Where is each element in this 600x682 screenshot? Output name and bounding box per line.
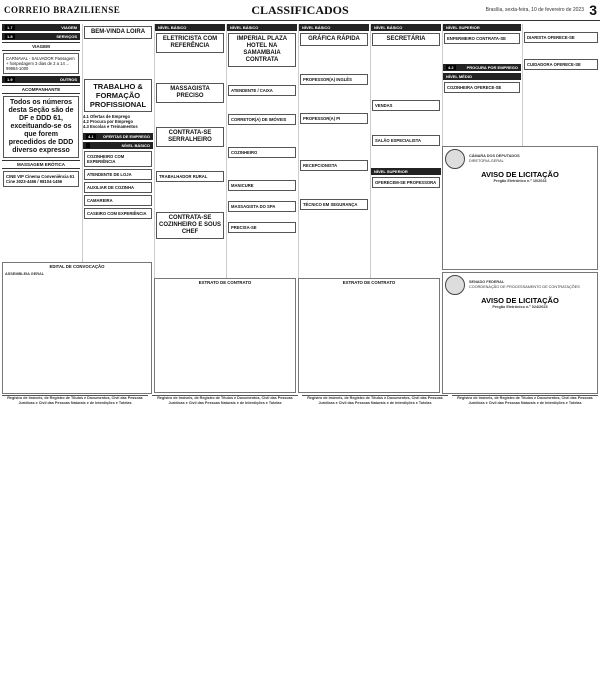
- tag-nivel-superior: NÍVEL SUPERIOR: [371, 168, 441, 175]
- ad-atendente: ATENDENTE DE LOJA: [84, 169, 152, 180]
- ad-professora: OFERECEM-SE PROFESSORA: [372, 177, 440, 188]
- senado-dept: COORDENAÇÃO DE PROCESSAMENTO DE CONTRATAÇÕES: [469, 285, 580, 289]
- senado-sub: Pregão Eletrônico n.º 024/2023: [492, 305, 548, 309]
- registry-notice-4: Registro de Imóveis, de Registro de Títulos e Documentos, Civil das Pessoas Jurídicas e Civil das Pessoas Naturais e de Interdições e Tutelas: [452, 395, 598, 680]
- ad-imperial-plaza: IMPERIAL PLAZA HOTEL NA SAMAMBAIA CONTRATA: [228, 33, 296, 67]
- camara-title: AVISO DE LICITAÇÃO: [481, 170, 559, 179]
- tag-viagem: 1.7 VIAGEM: [2, 24, 80, 31]
- ad-massagista: MASSAGISTA PRECISO: [156, 83, 224, 103]
- tag-procura: 4.2 PROCURA POR EMPREGO: [443, 64, 521, 71]
- ad-heading: MASSAGEM ERÓTICA: [2, 160, 80, 169]
- registry-notice-2: Registro de Imóveis, de Registro de Títulos e Documentos, Civil das Pessoas Jurídicas e Civil das Pessoas Naturais e de Interdições e Tutelas: [152, 395, 298, 680]
- ad-heading: ACOMPANHANTE: [2, 85, 80, 94]
- column-7: [442, 24, 521, 164]
- camara-sub: Pregão Eletrônico n.º 10/2023: [493, 179, 547, 183]
- ad-corretor: CORRETOR(A) DE IMÓVEIS: [228, 114, 296, 125]
- ad-professor-pi: PROFESSOR(A) PI: [300, 113, 368, 124]
- notice-extrato-1: [154, 278, 296, 393]
- tag-outros: 1.9 OUTROS: [2, 76, 80, 83]
- subsection-link: 4.1 Ofertas de Emprego: [83, 114, 131, 119]
- senado-logo: [445, 275, 595, 295]
- ad-heading: VIAGEM: [2, 42, 80, 51]
- ad-tecnico: TÉCNICO EM SEGURANÇA: [300, 199, 368, 210]
- ad-cozinheiro: COZINHEIRO COM EXPERIÊNCIA: [84, 151, 152, 167]
- ad-precisa-se: PRECISA-SE: [228, 222, 296, 233]
- notice-org: ASSEMBLEIA GERAL: [5, 271, 45, 276]
- notice-camara: [442, 146, 598, 270]
- ad-title: BEM-VINDA LOIRA: [84, 26, 152, 39]
- ad-recepcionista: RECEPCIONISTA: [300, 160, 368, 171]
- ad-cozinheiro: CONTRATA-SE COZINHEIRO E SOUS CHEF: [156, 212, 224, 239]
- ad-auxiliar: AUXILIAR DE COZINHA: [84, 182, 152, 193]
- tag-nivel-basico: NÍVEL BÁSICO: [155, 24, 225, 31]
- tag-nivel-basico: NÍVEL BÁSICO: [371, 24, 441, 31]
- ad-cozinheira: COZINHEIRA OFERECE-SE: [444, 82, 520, 93]
- tag-nivel-basico: NÍVEL BÁSICO: [83, 142, 153, 149]
- ad-cine-vip: CINE VIP Cinema Conveniência 61 Cine 3023-4466 / 98104-1456: [3, 171, 79, 187]
- senado-title: AVISO DE LICITAÇÃO: [481, 296, 559, 305]
- ad-carnaval: CARNAVAL - SALVADOR Passagem + hospedagem 3 dias de 2 a 14 ... 99984-1000: [3, 53, 79, 74]
- subsection-link: 4.2 Procura por Emprego: [83, 119, 134, 124]
- ad-caseiro: CASEIRO COM EXPERIÊNCIA: [84, 208, 152, 219]
- ad-manicure: MANICURE: [228, 180, 296, 191]
- tag-ofertas: 4.1 OFERTAS DE EMPREGO: [83, 133, 153, 140]
- notice-extrato-2: [298, 278, 440, 393]
- camara-dept: DIRETORIA-GERAL: [469, 159, 504, 163]
- ad-diarista: DIARISTA OFERECE-SE: [524, 32, 598, 43]
- tag-nivel-basico: NÍVEL BÁSICO: [227, 24, 297, 31]
- notice-convocacao: [2, 262, 152, 394]
- subsection-link: 4.3 Escolas e Treinamentos: [83, 124, 138, 129]
- ad-cuidadora: CUIDADORA OFERECE-SE: [524, 59, 598, 70]
- senado-org: SENADO FEDERAL: [469, 280, 505, 285]
- ad-camareira: CAMAREIRA: [84, 195, 152, 206]
- ddd-notice: Todos os números desta Seção são de DF e DDD 61, exceituando-se os que forem precedidos de DDD diverso expresso: [3, 96, 79, 158]
- ad-vendas: VENDAS: [372, 100, 440, 111]
- ad-grafica: GRÁFICA RÁPIDA: [300, 33, 368, 46]
- coat-of-arms-icon: [445, 149, 465, 169]
- issue-date: Brasília, sexta-feira, 10 de fevereiro de 2023: [485, 7, 584, 13]
- paper-name: CORREIO BRAZILIENSE: [4, 5, 121, 15]
- page-header: [0, 0, 600, 21]
- ad-serralheiro: CONTRATA-SE SERRALHEIRO: [156, 127, 224, 147]
- ad-enfermeiro: ENFERMEIRO CONTRATA-SE: [444, 33, 520, 44]
- column-8: [522, 24, 599, 164]
- registry-notice-1: Registro de Imóveis, de Registro de Títulos e Documentos, Civil das Pessoas Jurídicas e Civil das Pessoas Naturais e de Interdições e Tutelas: [2, 395, 148, 680]
- ad-atendente: ATENDENTE / CAIXA: [228, 85, 296, 96]
- ad-secretaria: SECRETÁRIA: [372, 33, 440, 46]
- section-title: CLASSIFICADOS: [251, 3, 349, 17]
- ad-cozinheiro: COZINHEIRO: [228, 147, 296, 158]
- tag-nivel-medio: NÍVEL MÉDIO: [443, 73, 521, 80]
- notice-senado: [442, 272, 598, 394]
- ad-salao: SALÃO ESPECIALISTA: [372, 135, 440, 146]
- ad-eletricista: ELETRICISTA COM REFERÊNCIA: [156, 33, 224, 53]
- registry-notice-3: Registro de Imóveis, de Registro de Títulos e Documentos, Civil das Pessoas Jurídicas e Civil das Pessoas Naturais e de Interdições e Tutelas: [302, 395, 448, 680]
- section-heading: TRABALHO & FORMAÇÃO PROFISSIONAL: [84, 79, 152, 112]
- notice-title: EXTRATO DE CONTRATO: [198, 280, 252, 285]
- page-number: 3: [589, 2, 597, 18]
- tag-nivel-superior: NÍVEL SUPERIOR: [443, 24, 521, 31]
- tag-servicos: 1.8 SERVIÇOS: [2, 33, 80, 40]
- ad-massagista: MASSAGISTA DO SPA: [228, 201, 296, 212]
- ad-professor-ingles: PROFESSOR(A) INGLÊS: [300, 74, 368, 85]
- camara-org: CÂMARA DOS DEPUTADOS: [469, 154, 520, 159]
- notice-title: EDITAL DE CONVOCAÇÃO: [49, 264, 105, 269]
- tag-nivel-basico: NÍVEL BÁSICO: [299, 24, 369, 31]
- notice-title: EXTRATO DE CONTRATO: [342, 280, 396, 285]
- camara-logo: [445, 149, 595, 169]
- ad-rural: TRABALHADOR RURAL: [156, 171, 224, 182]
- coat-of-arms-icon: [445, 275, 465, 295]
